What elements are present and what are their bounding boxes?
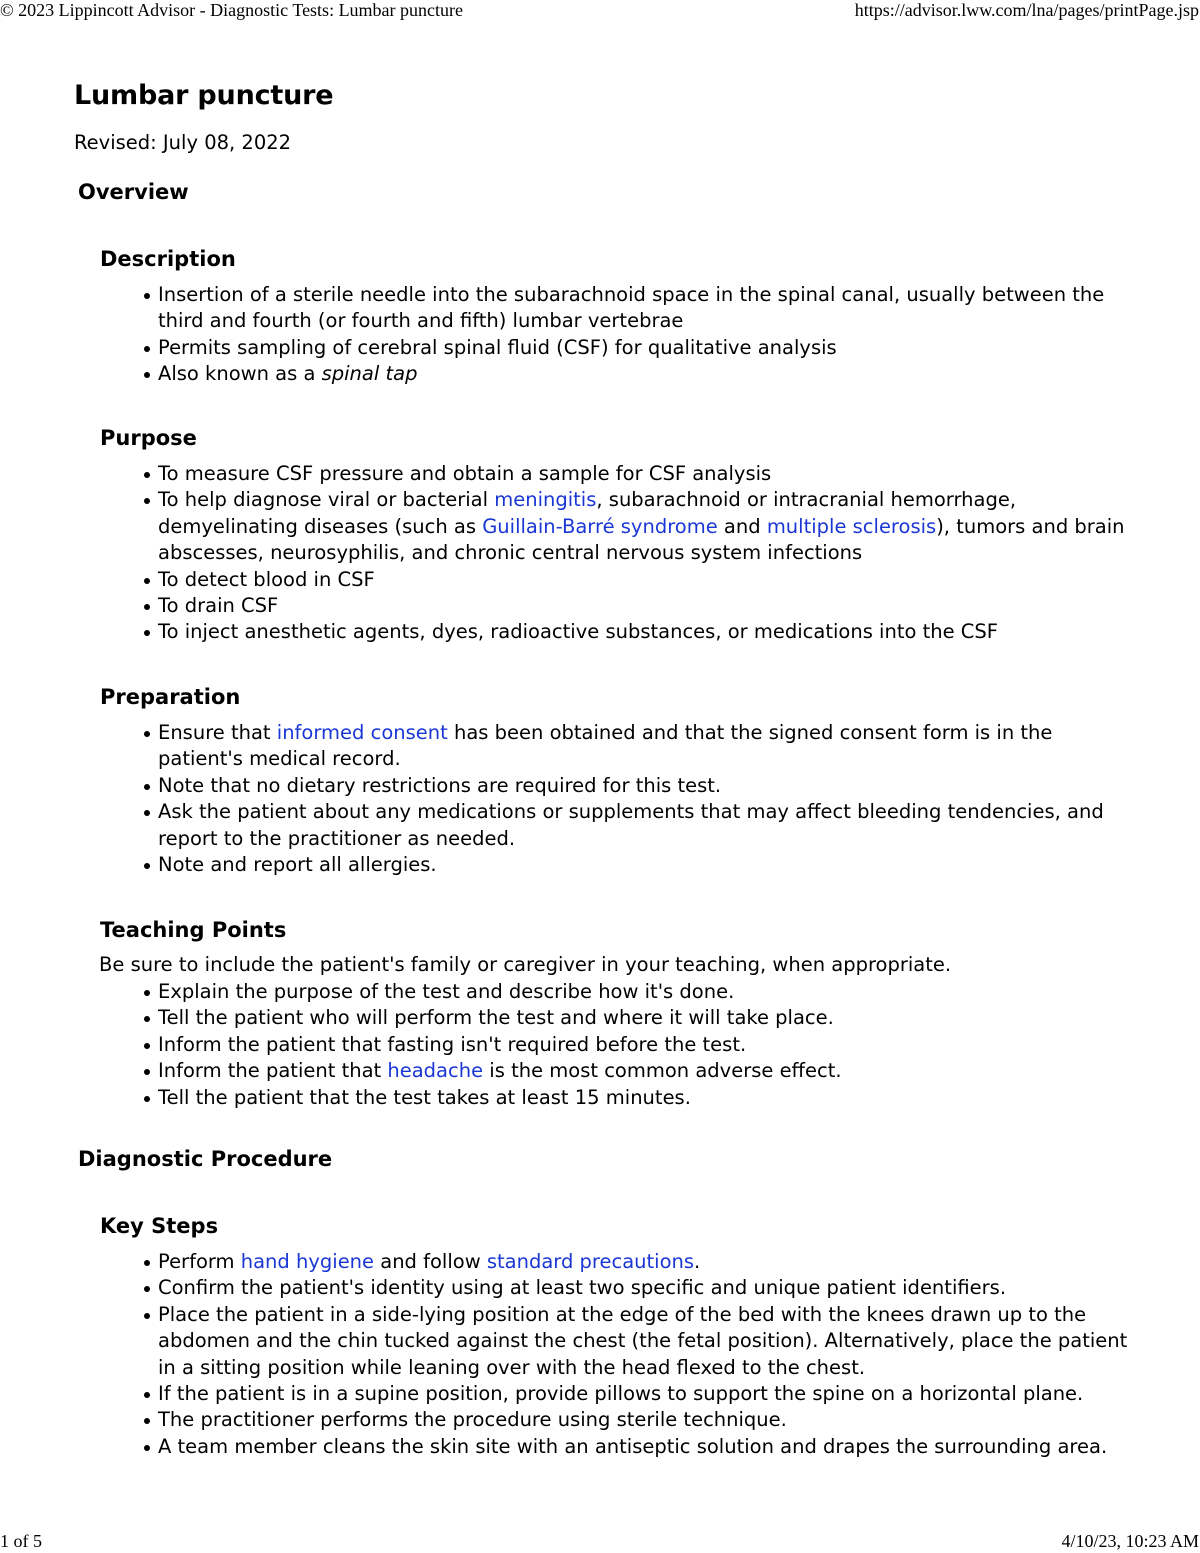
list-item: Place the patient in a side-lying position at the edge of the bed with the knees drawn up to the abdomen and the chin tucked against the chest (the fetal position). Alternatively, place the patient in a sitting position while leaning over with the head flexed to the chest. (158, 1302, 1130, 1381)
list-item (158, 720, 1130, 773)
list-item-text: Also known as a (158, 362, 322, 386)
list-item (158, 1058, 1130, 1084)
multiple-sclerosis-link[interactable]: multiple sclerosis (766, 514, 937, 538)
preparation-heading: Preparation (100, 685, 241, 709)
preparation-list (158, 720, 1130, 878)
teaching-points-intro: Be sure to include the patient's family or caregiver in your teaching, when appropriate. (99, 953, 952, 976)
list-item: Explain the purpose of the test and describe how it's done. (158, 979, 1130, 1005)
hand-hygiene-link[interactable]: hand hygiene (240, 1250, 375, 1273)
print-header-url: https://advisor.lww.com/lna/pages/printPage.jsp (854, 0, 1199, 20)
key-steps-list (158, 1249, 1130, 1460)
print-footer (0, 1531, 1200, 1553)
overview-heading: Overview (78, 180, 189, 204)
informed-consent-link[interactable]: informed consent (276, 721, 448, 744)
list-item (158, 487, 1130, 566)
list-item-text: has been obtained and that the signed consent form is in the patient's medical record. (158, 721, 1053, 771)
list-item-text: is the most common adverse effect. (483, 1059, 842, 1083)
list-item: Ask the patient about any medications or supplements that may affect bleeding tendencies, and report to the practitioner as needed. (158, 799, 1130, 852)
list-item: The practitioner performs the procedure using sterile technique. (158, 1407, 1130, 1433)
list-item-text: ), tumors and brain abscesses, neurosyphilis, and chronic central nervous system infections (158, 514, 1125, 565)
standard-precautions-link[interactable]: standard precautions (486, 1250, 695, 1273)
print-datetime: 4/10/23, 10:23 AM (1061, 1531, 1199, 1551)
list-item-text: and (717, 514, 767, 538)
list-item-text: Perform (158, 1250, 241, 1273)
list-item: Note and report all allergies. (158, 852, 1130, 878)
list-item-text: and follow (374, 1250, 487, 1273)
list-item: If the patient is in a supine position, provide pillows to support the spine on a horizontal plane. (158, 1381, 1130, 1407)
guillain-barre-link[interactable]: Guillain-Barré syndrome (482, 514, 718, 538)
list-item (158, 1249, 1130, 1275)
description-list (158, 282, 1130, 388)
teaching-points-list (158, 979, 1130, 1111)
list-item: Note that no dietary restrictions are required for this test. (158, 773, 1130, 799)
meningitis-link[interactable]: meningitis (494, 488, 597, 512)
print-header-title: © 2023 Lippincott Advisor - Diagnostic Tests: Lumbar puncture (0, 0, 464, 20)
list-item: Permits sampling of cerebral spinal fluid (CSF) for qualitative analysis (158, 335, 1130, 361)
list-item: To measure CSF pressure and obtain a sample for CSF analysis (158, 461, 1130, 487)
diagnostic-procedure-heading: Diagnostic Procedure (78, 1147, 333, 1171)
list-item: Tell the patient who will perform the test and where it will take place. (158, 1005, 1130, 1031)
print-header (0, 0, 1200, 22)
list-item-text: Inform the patient that (158, 1059, 388, 1083)
list-item: To detect blood in CSF (158, 567, 1130, 593)
list-item-text: , subarachnoid or intracranial hemorrhage, demyelinating diseases (such as (158, 488, 1017, 538)
key-steps-heading: Key Steps (100, 1214, 219, 1238)
list-item (158, 361, 1130, 387)
page-number: 1 of 5 (0, 1531, 42, 1551)
list-item: To drain CSF (158, 593, 1130, 619)
list-item-text: To help diagnose viral or bacterial (158, 488, 495, 512)
list-item: A team member cleans the skin site with an antiseptic solution and drapes the surrounding area. (158, 1434, 1130, 1460)
list-item: Confirm the patient's identity using at least two specific and unique patient identifiers. (158, 1275, 1130, 1301)
headache-link[interactable]: headache (387, 1059, 484, 1083)
list-item: To inject anesthetic agents, dyes, radioactive substances, or medications into the CSF (158, 619, 1130, 645)
list-item: Tell the patient that the test takes at least 15 minutes. (158, 1085, 1130, 1111)
teaching-points-heading: Teaching Points (100, 918, 287, 942)
purpose-heading: Purpose (100, 426, 197, 450)
page-title: Lumbar puncture (74, 80, 334, 111)
purpose-list (158, 461, 1130, 646)
emphasis-text: spinal tap (321, 362, 418, 386)
list-item-text: Ensure that (158, 721, 277, 744)
list-item: Insertion of a sterile needle into the subarachnoid space in the spinal canal, usually between the third and fourth (or fourth and fifth) lumbar vertebrae (158, 282, 1130, 335)
revised-date: Revised: July 08, 2022 (74, 131, 292, 154)
list-item: Inform the patient that fasting isn't required before the test. (158, 1032, 1130, 1058)
description-heading: Description (100, 247, 236, 271)
list-item-text: . (694, 1250, 701, 1273)
